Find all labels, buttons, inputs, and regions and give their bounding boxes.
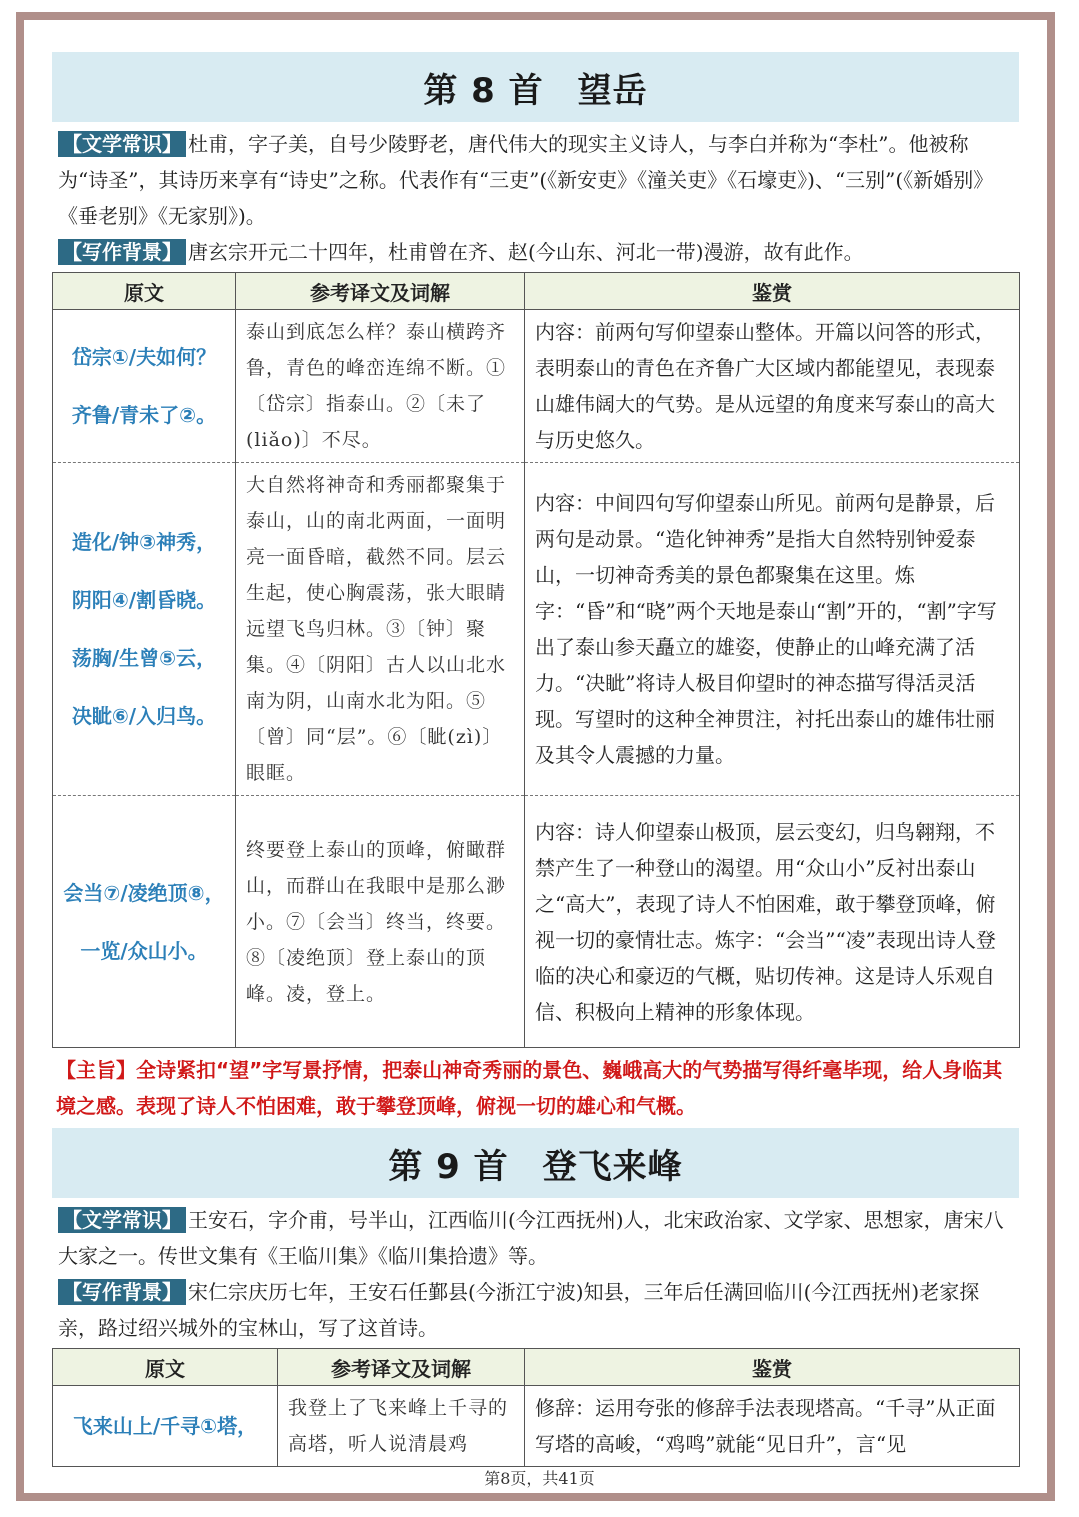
header-original: 原文	[53, 1349, 278, 1386]
original-line: 造化/钟③神秀，	[71, 530, 217, 554]
document-page	[52, 52, 1019, 1467]
poem-number: 第 8 首	[423, 70, 544, 111]
writing-background-tag: 【写作背景】	[58, 239, 186, 265]
appreciation-cell: 修辞：运用夸张的修辞手法表现塔高。“千寻”从正面写塔的高峻，“鸡鸣”就能“见日升”，言“见	[525, 1386, 1020, 1467]
poem-name: 望岳	[577, 70, 648, 111]
table-row	[53, 463, 1020, 796]
original-line: 会当⑦/凌绝顶⑧，	[63, 880, 225, 905]
poem-table	[52, 272, 1020, 1048]
poem-table	[52, 1348, 1020, 1467]
original-cell	[53, 310, 236, 463]
header-appreciation: 鉴赏	[525, 273, 1020, 310]
header-original: 原文	[53, 273, 236, 310]
writing-background-tag: 【写作背景】	[58, 1279, 186, 1305]
original-line: 岱宗①/夫如何？	[71, 345, 217, 369]
original-cell	[53, 1386, 278, 1467]
header-translation: 参考译文及词解	[278, 1349, 525, 1386]
poem-number: 第 9 首	[388, 1146, 509, 1187]
original-line: 阴阳④/割昏晓。	[71, 588, 217, 612]
translation-cell: 我登上了飞来峰上千寻的高塔，听人说清晨鸡	[278, 1386, 525, 1467]
appreciation-cell: 内容：诗人仰望泰山极顶，层云变幻，归鸟翱翔，不禁产生了一种登山的渴望。用“众山小”反衬出泰山之“高大”，表现了诗人不怕困难，敢于攀登顶峰，俯视一切的豪情壮志。炼字：“会当”“凌”表现出诗人登临的决心和豪迈的气概，贴切传神。这是诗人乐观自信、积极向上精神的形象体现。	[525, 796, 1020, 1048]
appreciation-cell: 内容：前两句写仰望泰山整体。开篇以问答的形式，表明泰山的青色在齐鲁广大区域内都能望见，表现泰山雄伟阔大的气势。是从远望的角度来写泰山的高大与历史悠久。	[525, 310, 1020, 463]
table-row	[53, 310, 1020, 463]
writing-background	[52, 234, 1019, 270]
original-line: 齐鲁/青未了②。	[71, 403, 217, 427]
original-cell	[53, 796, 236, 1048]
poem-name: 登飞来峰	[542, 1146, 683, 1187]
appreciation-cell: 内容：中间四句写仰望泰山所见。前两句是静景，后两句是动景。“造化钟神秀”是指大自然特别钟爱泰山，一切神奇秀美的景色都聚集在这里。炼字：“昏”和“晓”两个天地是泰山“割”开的，“割”字写出了泰山参天矗立的雄姿，使静止的山峰充满了活力。“决眦”将诗人极目仰望时的神态描写得活灵活现。写望时的这种全神贯注，衬托出泰山的雄伟壮丽及其令人震撼的力量。	[525, 463, 1020, 796]
translation-cell: 泰山到底怎么样？泰山横跨齐鲁，青色的峰峦连绵不断。①〔岱宗〕指泰山。②〔未了(liǎo)〕不尽。	[236, 310, 525, 463]
writing-background	[52, 1274, 1019, 1346]
poem-title-bar	[52, 52, 1019, 122]
translation-cell: 终要登上泰山的顶峰，俯瞰群山，而群山在我眼中是那么渺小。⑦〔会当〕终当，终要。⑧〔凌绝顶〕登上泰山的顶峰。凌，登上。	[236, 796, 525, 1048]
translation-cell: 大自然将神奇和秀丽都聚集于泰山，山的南北两面，一面明亮一面昏暗，截然不同。层云生起，使心胸震荡，张大眼睛远望飞鸟归林。③〔钟〕聚集。④〔阴阳〕古人以山北水南为阴，山南水北为阳。⑤〔曾〕同“层”。⑥〔眦(zì)〕眼眶。	[236, 463, 525, 796]
table-header-row	[53, 1349, 1020, 1386]
theme-text: 【主旨】全诗紧扣“望”字写景抒情，把泰山神奇秀丽的景色、巍峨高大的气势描写得纤毫毕现，给人身临其境之感。表现了诗人不怕困难，敢于攀登顶峰，俯视一切的雄心和气概。	[56, 1058, 1003, 1118]
writing-background-text: 唐玄宗开元二十四年，杜甫曾在齐、赵(今山东、河北一带)漫游，故有此作。	[188, 240, 864, 264]
literary-knowledge	[52, 126, 1019, 234]
original-cell	[53, 463, 236, 796]
poem-title-bar	[52, 1128, 1019, 1198]
table-row	[53, 1386, 1020, 1467]
header-appreciation: 鉴赏	[525, 1349, 1020, 1386]
literary-knowledge-tag: 【文学常识】	[58, 1207, 186, 1233]
literary-knowledge-text: 王安石，字介甫，号半山，江西临川(今江西抚州)人，北宋政治家、文学家、思想家，唐宋八大家之一。传世文集有《王临川集》《临川集拾遗》等。	[58, 1208, 1004, 1268]
literary-knowledge-text: 杜甫，字子美，自号少陵野老，唐代伟大的现实主义诗人，与李白并称为“李杜”。他被称为“诗圣”，其诗历来享有“诗史”之称。代表作有“三吏”(《新安吏》《潼关吏》《石壕吏》)、“三别”(《新婚别》《垂老别》《无家别》)。	[58, 132, 994, 228]
original-line: 飞来山上/千寻①塔，	[72, 1414, 258, 1438]
literary-knowledge	[52, 1202, 1019, 1274]
table-header-row	[53, 273, 1020, 310]
header-translation: 参考译文及词解	[236, 273, 525, 310]
writing-background-text: 宋仁宗庆历七年，王安石任鄞县(今浙江宁波)知县，三年后任满回临川(今江西抚州)老家探亲，路过绍兴城外的宝林山，写了这首诗。	[58, 1280, 980, 1340]
table-row	[53, 796, 1020, 1048]
page-footer: 第8页，共41页	[484, 1469, 595, 1488]
literary-knowledge-tag: 【文学常识】	[58, 131, 186, 157]
original-line: 荡胸/生曾⑤云，	[71, 646, 217, 670]
original-line: 决眦⑥/入归鸟。	[71, 704, 217, 728]
original-line: 一览/众山小。	[80, 938, 208, 963]
